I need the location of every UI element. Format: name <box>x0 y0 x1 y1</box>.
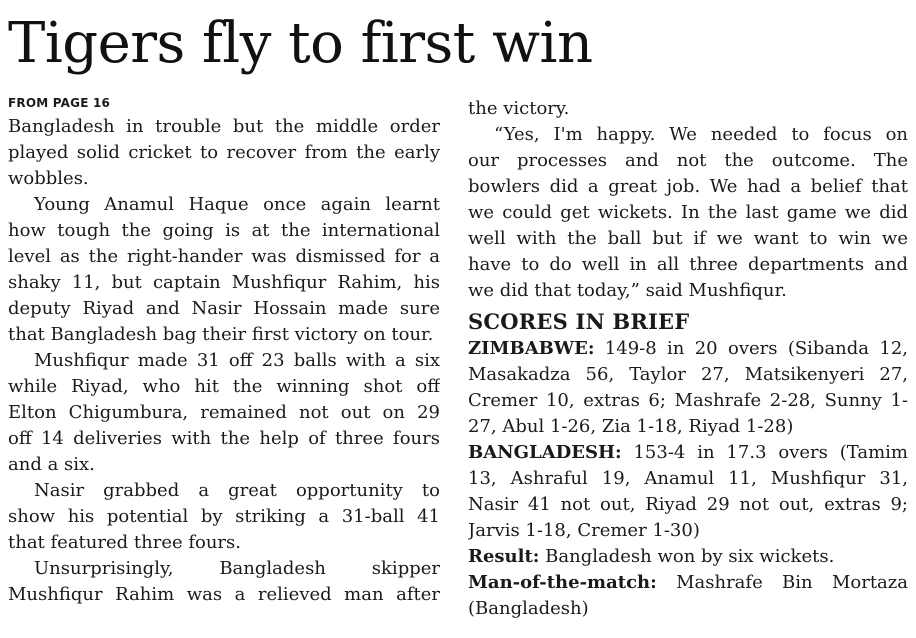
body-line: deputy Riyad and Nasir Hossain made sure <box>8 298 440 319</box>
body-line: our processes and not the outcome. The <box>468 150 908 171</box>
continuation-kicker: FROM PAGE 16 <box>8 96 111 110</box>
brief-line <box>468 492 908 518</box>
brief-text: Jarvis 1-18, Cremer 1-30) <box>468 520 700 541</box>
brief-label: Result: <box>468 546 540 567</box>
body-line: Mushfiqur Rahim was a relieved man after <box>8 584 440 605</box>
body-line: shaky 11, but captain Mushfiqur Rahim, his <box>8 272 440 293</box>
body-line: Unsurprisingly, Bangladesh skipper <box>34 558 440 579</box>
body-line: while Riyad, who hit the winning shot off <box>8 376 440 397</box>
brief-text: Mashrafe Bin Mortaza <box>656 572 908 593</box>
body-line: we did that today,” said Mushfiqur. <box>468 280 787 301</box>
brief-line <box>468 388 908 414</box>
body-line: have to do well in all three departments and <box>468 254 908 275</box>
headline: Tigers fly to first win <box>8 11 593 76</box>
brief-text: 149-8 in 20 overs (Sibanda 12, <box>594 338 908 359</box>
body-line: that featured three fours. <box>8 532 241 553</box>
body-line: that Bangladesh bag their first victory on tour. <box>8 324 434 345</box>
brief-label: BANGLADESH: <box>468 442 622 463</box>
body-line: show his potential by striking a 31-ball 41 <box>8 506 440 527</box>
brief-line <box>468 336 908 362</box>
body-line: how tough the going is at the international <box>8 220 440 241</box>
brief-line <box>468 596 908 622</box>
body-line: Mushfiqur made 31 off 23 balls with a six <box>34 350 440 371</box>
brief-line <box>468 544 908 570</box>
body-line: the victory. <box>468 98 570 119</box>
body-line: Elton Chigumbura, remained not out on 29 <box>8 402 440 423</box>
body-line: we could get wickets. In the last game we did <box>468 202 908 223</box>
brief-label: Man-of-the-match: <box>468 572 657 593</box>
brief-line <box>468 570 908 596</box>
body-line: bowlers did a great job. We had a belief that <box>468 176 908 197</box>
brief-text: 27, Abul 1-26, Zia 1-18, Riyad 1-28) <box>468 416 794 437</box>
body-line: Nasir grabbed a great opportunity to <box>34 480 440 501</box>
brief-line <box>468 414 908 440</box>
body-line: Bangladesh in trouble but the middle order <box>8 116 440 137</box>
brief-text: Nasir 41 not out, Riyad 29 not out, extras 9; <box>468 494 908 515</box>
brief-text: Cremer 10, extras 6; Mashrafe 2-28, Sunny 1- <box>468 390 908 411</box>
brief-text: 153-4 in 17.3 overs (Tamim <box>621 442 908 463</box>
body-line: “Yes, I'm happy. We needed to focus on <box>494 124 908 145</box>
brief-line <box>468 466 908 492</box>
body-line: Young Anamul Haque once again learnt <box>34 194 440 215</box>
brief-text: Masakadza 56, Taylor 27, Matsikenyeri 27, <box>468 364 908 385</box>
brief-text: Bangladesh won by six wickets. <box>539 546 835 567</box>
body-line: played solid cricket to recover from the early <box>8 142 440 163</box>
brief-label: ZIMBABWE: <box>468 338 595 359</box>
brief-line <box>468 362 908 388</box>
body-line: well with the ball but if we want to win we <box>468 228 908 249</box>
brief-line <box>468 440 908 466</box>
right-column <box>468 96 908 622</box>
brief-text: (Bangladesh) <box>468 598 589 619</box>
left-column <box>8 96 440 608</box>
body-line: off 14 deliveries with the help of three fours <box>8 428 440 449</box>
body-line: and a six. <box>8 454 95 475</box>
brief-line <box>468 518 908 544</box>
body-line: wobbles. <box>8 168 89 189</box>
brief-text: 13, Ashraful 19, Anamul 11, Mushfiqur 31, <box>468 468 908 489</box>
body-line: level as the right-hander was dismissed for a <box>8 246 440 267</box>
scores-in-brief-heading: SCORES IN BRIEF <box>468 309 690 334</box>
